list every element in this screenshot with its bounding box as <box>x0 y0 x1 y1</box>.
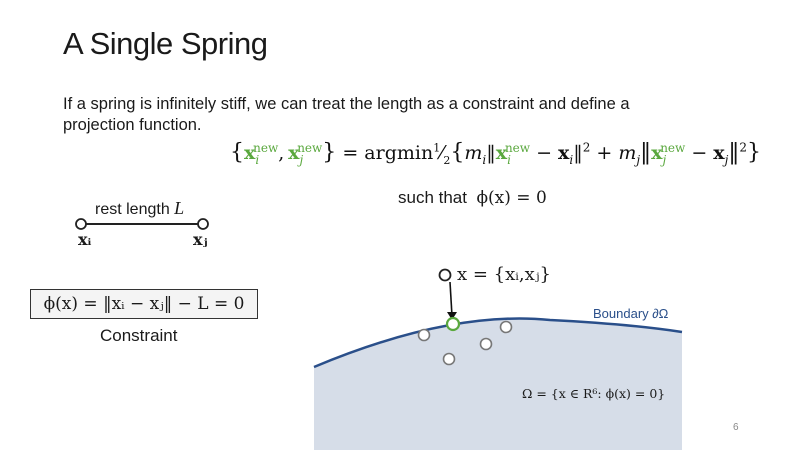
node-j-circle <box>198 219 208 229</box>
rest-length-symbol: L <box>174 198 185 218</box>
rest-length-text: rest length <box>95 201 170 218</box>
sample-point <box>444 354 455 365</box>
slide-title: A Single Spring <box>63 26 268 61</box>
boundary-label: Boundary ∂Ω <box>593 306 669 321</box>
sample-point <box>481 339 492 350</box>
projection-equation: {$x_i^{new}$, $x_j^{new}$} = $argmin^1⁄_2\{m_i‖x_i^{new}$ − $x_i‖^2$ + $m_j‖x_j^{new}$ − $x_j‖^2$} <box>230 140 761 167</box>
node-i-label: xᵢ <box>78 230 92 249</box>
such-that-math: ϕ(x) = 0 <box>476 188 547 208</box>
query-point <box>440 270 451 281</box>
node-j-label: xⱼ <box>193 230 208 249</box>
page-number: 6 <box>733 422 739 433</box>
such-that-text: such that <box>398 188 467 207</box>
manifold-diagram <box>300 260 700 452</box>
x-set-equation: x = {xᵢ,xⱼ} <box>457 264 551 285</box>
omega-definition: Ω = {x ∈ R⁶: ϕ(x) = 0} <box>522 386 666 401</box>
such-that-line <box>398 188 547 208</box>
projected-point <box>447 318 459 330</box>
intro-paragraph: If a spring is infinitely stiff, we can treat the length as a constraint and define a projection function. <box>63 95 630 134</box>
sample-point <box>419 330 430 341</box>
sample-point <box>501 322 512 333</box>
omega-region <box>314 319 682 450</box>
constraint-equation-box: ϕ(x) = ‖xᵢ − xⱼ‖ − L = 0 <box>30 289 258 319</box>
projection-arrow <box>450 282 452 316</box>
constraint-label: Constraint <box>100 326 178 345</box>
node-i-circle <box>76 219 86 229</box>
